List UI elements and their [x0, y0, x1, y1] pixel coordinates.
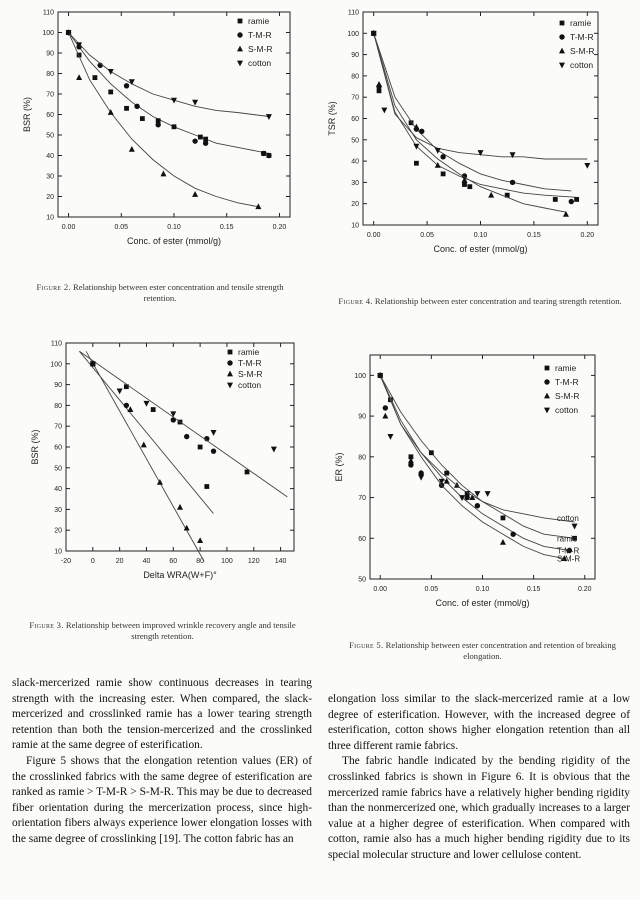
y-tick-label: 30 — [54, 506, 62, 514]
legend-marker — [227, 360, 232, 365]
x-tick-label: 0.10 — [167, 224, 181, 231]
data-point — [184, 434, 189, 439]
x-tick-label: 0.00 — [61, 224, 76, 231]
data-point — [488, 192, 494, 198]
y-tick-label: 20 — [54, 527, 62, 535]
y-tick-label: 70 — [46, 91, 54, 99]
body-column-left — [12, 676, 312, 848]
y-tick-label: 40 — [351, 158, 359, 166]
y-tick-label: 100 — [50, 361, 62, 369]
data-point — [414, 161, 419, 166]
legend-marker — [559, 63, 565, 69]
data-point — [584, 163, 590, 169]
y-tick-label: 100 — [42, 30, 54, 37]
y-tick-label: 50 — [46, 132, 54, 140]
data-point — [192, 138, 197, 143]
figure-5-caption-label: Figure 5. — [349, 640, 384, 650]
x-tick-label: 40 — [142, 558, 151, 565]
legend-label: T-M-R — [238, 358, 262, 368]
figure-3-chart — [8, 335, 308, 605]
data-point — [192, 191, 198, 197]
data-point — [376, 81, 382, 87]
data-point — [462, 182, 467, 187]
data-point — [381, 108, 387, 114]
legend-label: ramie — [248, 16, 270, 26]
figure-4-caption-text: Relationship between ester concentration and tearing strength retention. — [374, 296, 622, 306]
figure-5-svg — [325, 345, 635, 625]
y-tick-label: 10 — [54, 548, 62, 556]
fit-line — [69, 33, 272, 117]
data-point — [198, 135, 203, 140]
legend-label: ramie — [570, 18, 592, 28]
data-point — [124, 83, 129, 88]
data-point — [134, 104, 139, 109]
legend-label: T-M-R — [555, 377, 579, 387]
y-axis-label: BSR (%) — [22, 96, 32, 133]
y-tick-label: 20 — [46, 194, 54, 201]
legend-label: cotton — [570, 60, 594, 70]
x-tick-label: 0.00 — [366, 232, 381, 239]
x-tick-label: 0.20 — [272, 224, 287, 231]
data-point — [155, 122, 160, 127]
legend-label: cotton — [248, 58, 272, 68]
x-tick-label: 0.05 — [114, 224, 129, 231]
y-tick-label: 30 — [351, 179, 359, 187]
data-point — [271, 447, 277, 453]
y-tick-label: 40 — [46, 153, 54, 160]
y-tick-label: 110 — [42, 9, 54, 17]
data-point — [383, 405, 388, 410]
fit-line — [69, 33, 259, 207]
data-point — [500, 539, 506, 545]
data-point — [444, 471, 449, 476]
data-point — [435, 162, 441, 168]
data-point — [574, 197, 579, 202]
legend-label: cotton — [238, 380, 262, 390]
y-tick-label: 10 — [46, 214, 54, 222]
x-tick-label: 0 — [90, 558, 95, 565]
data-point — [140, 116, 145, 121]
data-point — [441, 171, 446, 176]
legend-label: S-M-R — [570, 46, 595, 56]
y-tick-label: 40 — [54, 486, 62, 494]
data-point — [160, 171, 166, 177]
data-point — [429, 450, 434, 455]
y-tick-label: 70 — [358, 495, 366, 503]
x-tick-label: 0.15 — [527, 232, 541, 239]
legend-marker — [237, 32, 242, 37]
x-tick-label: 0.15 — [219, 224, 234, 231]
body-paragraph: slack-mercerized ramie show continuous decreases in tearing strength with the increasing ester. When compared, the slack-mercerized and crosslinked ramie has a lower tearing strength retention than both the tension-mercerized and the crosslinked ramie at the same degree of esterification. — [12, 677, 312, 752]
x-tick-label: 0.10 — [473, 232, 488, 239]
y-tick-label: 100 — [347, 30, 359, 38]
body-paragraph: elongation loss similar to the slack-mercerized ramie at a low degree of esterification. However, with the increased degree of esterification, cotton shows higher elongation retention than all three different ramie fabrics. — [328, 693, 630, 752]
data-point — [129, 146, 135, 152]
y-tick-label: 50 — [351, 137, 359, 145]
figure-2-svg — [8, 4, 308, 274]
figure-5-caption-text: Relationship between ester concentration and retention of breaking elongation. — [385, 640, 616, 661]
x-tick-label: 120 — [247, 558, 260, 565]
legend-label: T-M-R — [248, 30, 272, 40]
data-point — [266, 114, 272, 120]
data-point — [569, 199, 574, 204]
y-tick-label: 90 — [351, 52, 359, 60]
series-end-label: T-M-R — [557, 546, 580, 556]
data-point — [413, 144, 419, 150]
x-tick-label: 0.05 — [424, 586, 439, 593]
figure-2-caption-label: Figure 2. — [36, 282, 71, 292]
figure-5-caption — [335, 640, 630, 662]
legend-label: S-M-R — [555, 391, 580, 401]
legend-marker — [227, 383, 233, 389]
data-point — [151, 407, 156, 412]
x-tick-label: 0.00 — [373, 586, 388, 593]
data-point — [459, 495, 465, 501]
legend-marker — [544, 379, 549, 384]
data-point — [117, 388, 123, 394]
x-tick-label: 0.20 — [577, 586, 592, 593]
figure-2-caption-text: Relationship between ester concentration and tensile strength retention. — [73, 282, 284, 303]
y-tick-label: 60 — [46, 112, 54, 119]
fit-line — [374, 33, 572, 191]
y-tick-label: 70 — [351, 94, 359, 102]
legend-marker — [237, 46, 243, 52]
fit-line — [374, 33, 588, 159]
data-point — [464, 495, 469, 500]
figure-3-caption-label: Figure 3. — [29, 620, 64, 630]
x-tick-label: 0.15 — [526, 586, 541, 593]
legend-marker — [560, 21, 565, 26]
data-point — [501, 516, 506, 521]
data-point — [143, 401, 149, 407]
data-point — [203, 141, 208, 146]
x-tick-label: 60 — [169, 558, 178, 565]
legend-label: cotton — [555, 405, 579, 415]
data-point — [266, 153, 271, 158]
plot-frame — [363, 12, 598, 225]
y-tick-label: 100 — [354, 372, 366, 380]
figure-4-caption — [335, 296, 625, 307]
x-tick-label: 100 — [221, 558, 233, 565]
legend-marker — [238, 19, 243, 24]
figure-3-caption-text: Relationship between improved wrinkle recovery angle and tensile strength retention. — [65, 620, 296, 641]
y-tick-label: 60 — [358, 535, 366, 543]
legend-marker — [545, 366, 550, 371]
series-end-label: ramie — [557, 534, 578, 544]
data-point — [172, 124, 177, 129]
y-tick-label: 30 — [46, 173, 54, 181]
y-tick-label: 90 — [54, 382, 62, 390]
data-point — [418, 475, 424, 481]
body-paragraph: Figure 5 shows that the elongation retention values (ER) of the crosslinked fabrics with the same degree of esterification are ranked as ramie > T-M-R > S-M-R. This may be due to decreased fiber orientation during the mercerization process, since high-orientation fibers always experience lower elongation losses with the same degree of crosslinking [19]. The cotton fabric has an — [12, 754, 312, 845]
data-point — [419, 129, 424, 134]
data-point — [177, 504, 183, 510]
data-point — [124, 403, 129, 408]
y-tick-label: 90 — [358, 413, 366, 421]
legend-label: S-M-R — [248, 44, 273, 54]
y-axis-label: BSR (%) — [30, 429, 40, 465]
figure-3-svg — [8, 335, 308, 605]
y-tick-label: 60 — [351, 116, 359, 123]
legend-marker — [237, 61, 243, 67]
data-point — [192, 100, 198, 106]
data-point — [553, 197, 558, 202]
x-tick-label: 0.05 — [420, 232, 434, 239]
data-point — [211, 448, 216, 453]
figure-2-chart — [8, 4, 308, 274]
data-point — [204, 484, 209, 489]
legend-label: ramie — [238, 347, 260, 357]
y-tick-label: 20 — [351, 201, 359, 209]
data-point — [387, 434, 393, 440]
figure-2-caption — [20, 282, 300, 304]
y-axis-label: TSR (%) — [327, 101, 337, 136]
y-tick-label: 10 — [351, 222, 359, 230]
series-end-label: S-M-R — [557, 554, 581, 564]
y-axis-label: ER (%) — [334, 452, 344, 482]
x-tick-label: -20 — [60, 558, 72, 565]
figure-4-chart — [325, 4, 630, 284]
legend-marker — [544, 393, 550, 399]
figure-5-chart — [325, 345, 635, 625]
legend-marker — [559, 34, 564, 39]
data-point — [170, 411, 176, 417]
x-axis-label: Conc. of ester (mmol/g) — [126, 236, 222, 246]
legend-marker — [228, 350, 233, 355]
x-axis-label: Conc. of ester (mmol/g) — [433, 244, 528, 254]
y-tick-label: 50 — [54, 465, 62, 473]
data-point — [184, 525, 190, 531]
data-point — [382, 413, 388, 419]
data-point — [211, 430, 217, 436]
legend-label: T-M-R — [570, 32, 594, 42]
data-point — [475, 503, 480, 508]
x-axis-label: Conc. of ester (mmol/g) — [435, 598, 530, 608]
y-tick-label: 110 — [347, 9, 359, 17]
data-point — [108, 69, 114, 75]
legend-label: S-M-R — [238, 369, 263, 379]
x-axis-label: Delta WRA(W+F)° — [143, 570, 217, 580]
y-tick-label: 90 — [46, 50, 54, 58]
body-paragraph: The fabric handle indicated by the bending rigidity of the crosslinked fabrics is shown in Figure 6. It is obvious that the mercerized ramie fabrics have a relatively higher bending rigidity than the nonmercerized one, which gradually increases to a larger value at a higher degree of esterification. When compared with cotton, ramie also has a much higher bending rigidity due to its special molecular structure and lower cellulose content. — [328, 755, 630, 861]
data-point — [467, 184, 472, 189]
y-tick-label: 50 — [358, 576, 366, 584]
data-point — [510, 180, 515, 185]
x-tick-label: 140 — [274, 558, 287, 565]
figure-4-svg — [325, 4, 630, 284]
figure-4-caption-label: Figure 4. — [338, 296, 373, 306]
series-end-label: cotton — [557, 513, 579, 523]
body-column-right — [328, 692, 630, 864]
legend-marker — [227, 371, 233, 377]
x-tick-label: 80 — [196, 558, 205, 565]
data-point — [485, 491, 491, 497]
x-tick-label: 20 — [115, 558, 124, 565]
legend-marker — [559, 48, 565, 54]
data-point — [76, 74, 82, 80]
legend-marker — [544, 408, 550, 414]
legend-label: ramie — [555, 363, 577, 373]
y-tick-label: 80 — [351, 73, 359, 81]
data-point — [197, 537, 203, 543]
data-point — [435, 148, 441, 154]
data-point — [93, 75, 98, 80]
data-point — [572, 524, 578, 530]
data-point — [108, 90, 113, 95]
data-point — [261, 151, 266, 156]
y-tick-label: 70 — [54, 423, 62, 431]
y-tick-label: 80 — [46, 71, 54, 78]
y-tick-label: 60 — [54, 444, 62, 452]
data-point — [510, 532, 515, 537]
y-tick-label: 80 — [54, 402, 62, 410]
figure-3-caption — [15, 620, 310, 642]
y-tick-label: 80 — [358, 454, 366, 462]
data-point — [440, 154, 445, 159]
x-tick-label: 0.20 — [580, 232, 595, 239]
x-tick-label: 0.10 — [475, 586, 490, 593]
data-point — [141, 442, 147, 448]
data-point — [198, 445, 203, 450]
plot-frame — [370, 355, 595, 579]
y-tick-label: 110 — [50, 340, 62, 348]
data-point — [124, 106, 129, 111]
fit-line — [374, 33, 577, 197]
